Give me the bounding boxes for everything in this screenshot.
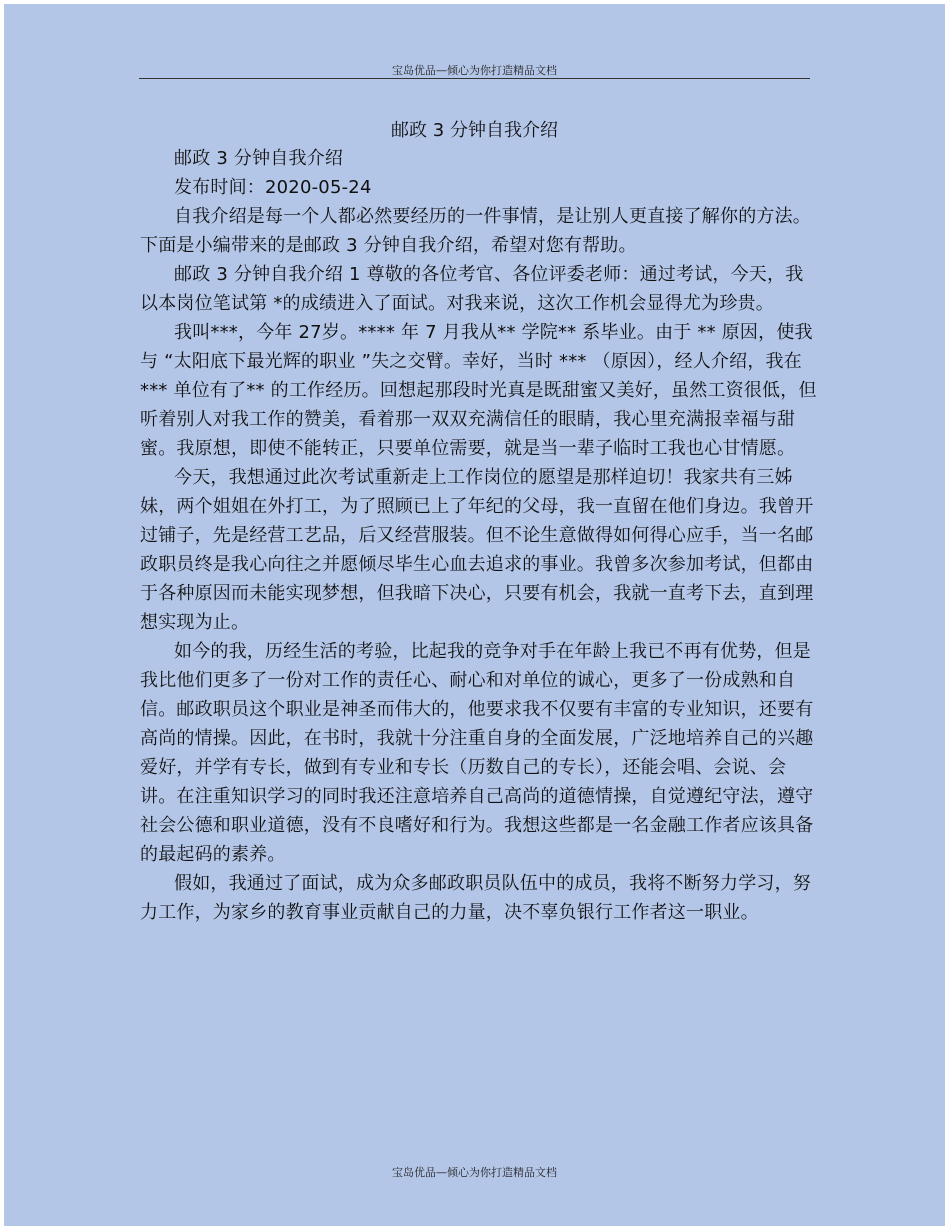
background-paragraph: 我叫***，今年 27岁。**** 年 7 月我从** 学院** 系毕业。由于 ** 原因，使我与 “太阳底下最光辉的职业 ”失之交臂。幸好，当时 *** （原因），经人介绍，我在 *** 单位有了** 的工作经历。回想起那段时光真是既甜蜜又美好，虽然工资很低，但听着别人对我工作的赞美，看着那一双双充满信任的眼睛，我心里充满报幸福与甜蜜。我原想，即使不能转正，只要单位需要，就是当一辈子临时工我也心甘情愿。: [140, 322, 817, 459]
header-divider: [139, 78, 810, 79]
motivation-paragraph: 今天，我想通过此次考试重新走上工作岗位的愿望是那样迫切！我家共有三姊妹，两个姐姐在外打工，为了照顾已上了年纪的父母，我一直留在他们身边。我曾开过铺子，先是经营工艺品，后又经营服装。但不论生意做得如何得心应手，当一名邮政职员终是我心向往之并愿倾尽毕生心血去追求的事业。我曾多次参加考试，但都由于各种原因而未能实现梦想，但我暗下决心，只要有机会，我就一直考下去，直到理想实现为止。: [140, 467, 814, 633]
qualities-paragraph: 如今的我，历经生活的考验，比起我的竞争对手在年龄上我已不再有优势，但是我比他们更多了一份对工作的责任心、耐心和对单位的诚心，更多了一份成熟和自信。邮政职员这个职业是神圣而伟大的，他要求我不仅要有丰富的专业知识，还要有高尚的情操。因此，在书时，我就十分注重自身的全面发展，广泛地培养自己的兴趣爱好，并学有专长，做到有专业和专长（历数自己的专长），还能会唱、会说、会讲。在注重知识学习的同时我还注意培养自己高尚的道德情操，自觉遵纪守法，遵守社会公德和职业道德，没有不良嗜好和行为。我想这些都是一名金融工作者应该具备的最起码的素养。: [140, 641, 814, 865]
closing-paragraph: 假如，我通过了面试，成为众多邮政职员队伍中的成员，我将不断努力学习，努力工作，为家乡的教育事业贡献自己的力量，决不辜负银行工作者这一职业。: [140, 873, 811, 923]
intro-paragraph: 自我介绍是每一个人都必然要经历的一件事情，是让别人更直接了解你的方法。下面是小编带来的是邮政 3 分钟自我介绍，希望对您有帮助。: [140, 206, 811, 256]
publish-date-paragraph: 发布时间：2020-05-24: [174, 177, 372, 198]
document-body: [140, 144, 820, 927]
page-header: 宝岛优品—倾心为你打造精品文档: [392, 64, 557, 77]
document-page: [4, 4, 945, 1226]
subtitle-paragraph: 邮政 3 分钟自我介绍: [174, 148, 344, 169]
page-footer: 宝岛优品—倾心为你打造精品文档: [392, 1166, 557, 1179]
document-title: 邮政 3 分钟自我介绍: [391, 120, 558, 141]
greeting-paragraph: 邮政 3 分钟自我介绍 1 尊敬的各位考官、各位评委老师：通过考试，今天，我以本岗位笔试第 *的成绩进入了面试。对我来说，这次工作机会显得尤为珍贵。: [140, 264, 804, 314]
